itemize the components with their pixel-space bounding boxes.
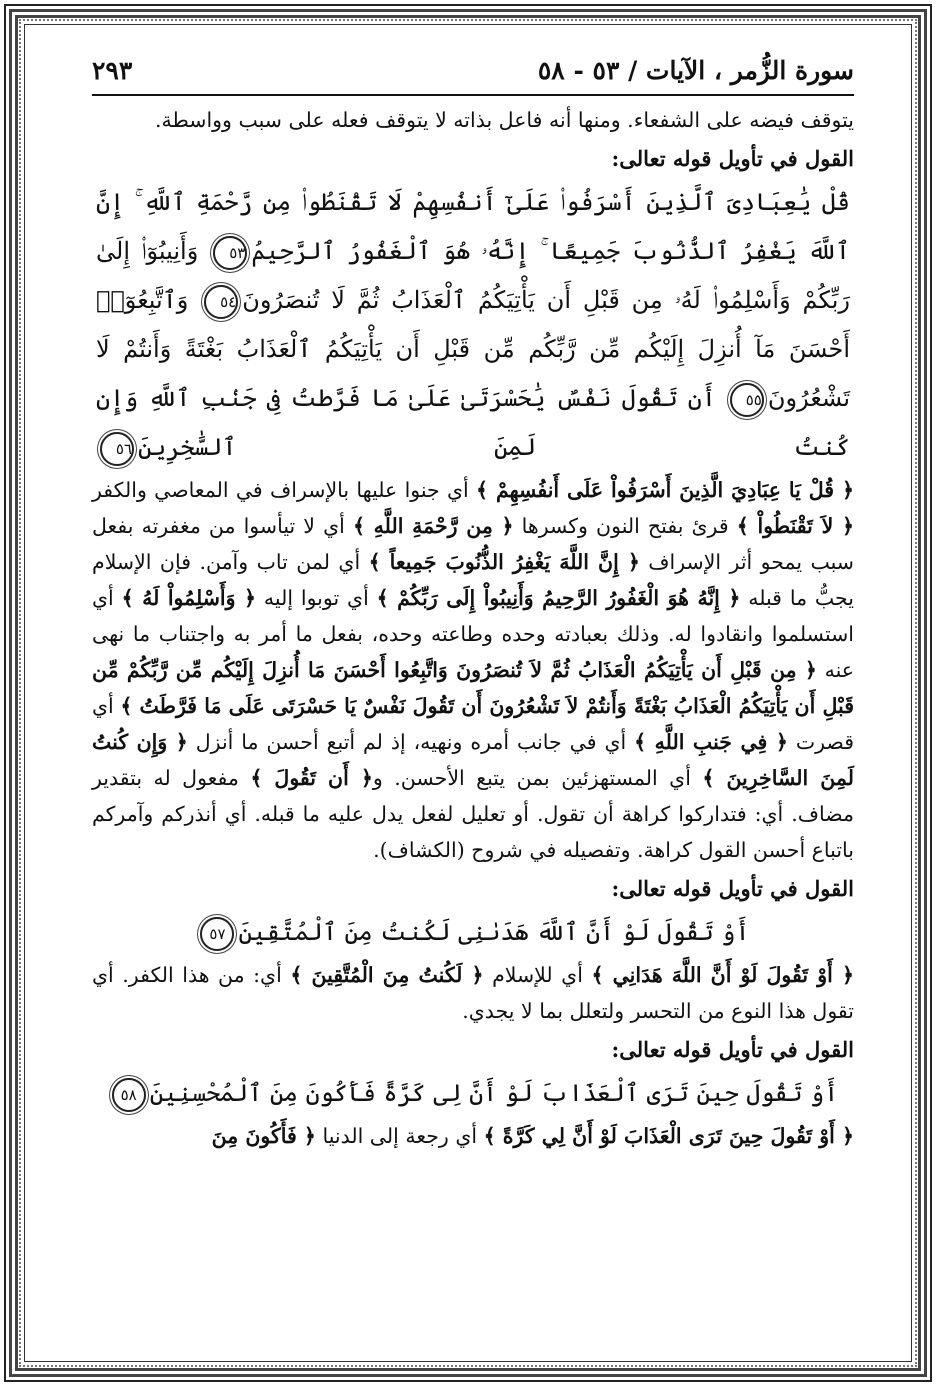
gloss: أي قصرت [92, 694, 855, 754]
gloss: أي المستهزئين بمن يتبع الأحسن. و [372, 766, 703, 790]
gloss: أي توبوا إليه [256, 586, 377, 610]
verse-55: وَٱتَّبِعُوٓا۟ أَحْسَنَ مَآ أُنزِلَ إِلَيْكُم مِّن رَّبِّكُم مِّن قَبْلِ أَن يَأْتِيَكُمُ ٱلْعَذَابُ بَغْتَةً وَأَنتُمْ لَا تَشْعُرُونَ [96, 286, 850, 412]
quote: ﴿ مِن قَبْلِ أَن يَأْتِيَكُمُ الْعَذَابُ ثُمَّ لاَ تُنصَرُونَ وَاتَّبِعُوا أَحْسَنَ مَا أُنزِلَ إِلَيْكُم مِّن رَّبِّكُمْ مِّن قَبْلِ أَن يَأْتِيَكُمُ الْعَذَابُ بَغْتَةً وَأَنتُمْ لاَ تَشْعُرُونَ أَن تَقُولَ نَفْسٌ يَا حَسْرَتَى عَلَى مَا فَرَّطَتُ ﴾ [92, 658, 854, 718]
quran-verse-57 [92, 908, 854, 957]
gloss: أي للإسلام [483, 963, 592, 987]
quote: ﴿ إِنَّهُ هُوَ الْغَفُورُ الرَّحِيمُ وَأَنِيبُواْ إِلَى رَبِّكُمْ ﴾ [376, 586, 741, 610]
verse-58: أَوْ تَقُولَ حِينَ تَرَى ٱلْعَذَابَ لَوْ أَنَّ لِى كَرَّةً فَأَكُونَ مِنَ ٱلْمُحْسِنِينَ [149, 1079, 839, 1107]
commentary-57 [92, 957, 854, 1029]
header-title: سورة الزُّمر ، الآيات / ٥٣ - ٥٨ [537, 56, 854, 85]
gloss: مفعول له بتقدير مضاف. أي: فتداركوا كراهة أن تقول. أو تعليل لفعل يدل عليه ما قبله. أي أنذركم وآمركم باتباع أحسن القول كراهة. وتفصيله في شروح (الكشاف). [92, 766, 854, 862]
section-heading-1: القول في تأويل قوله تعالى: [611, 146, 854, 171]
verse-53: قُلْ يَٰعِبَادِىَ ٱلَّذِينَ أَسْرَفُوا۟ عَلَىٰٓ أَنفُسِهِمْ لَا تَقْنَطُوا۟ مِن رَّحْمَةِ ٱللَّهِ ۚ إِنَّ ٱللَّهَ يَغْفِرُ ٱلذُّنُوبَ جَمِيعًا ۚ إِنَّهُۥ هُوَ ٱلْغَفُورُ ٱلرَّحِيمُ [96, 188, 850, 265]
gloss: أي استسلموا وانقادوا له. وذلك بعبادته وحده وطاعته وحده، بفعل ما أمر به واجتناب ما نهى عنه [92, 586, 854, 682]
quran-verse-58 [92, 1069, 854, 1118]
quote: ﴿ أَوْ تَقُولَ لَوْ أَنَّ اللَّهَ هَدَانِي ﴾ [591, 963, 854, 987]
verse-57: أَوْ تَقُولَ لَوْ أَنَّ ٱللَّهَ هَدَىٰنِى لَكُنتُ مِنَ ٱلْمُتَّقِينَ [238, 918, 750, 946]
ayah-marker-55: ٥٥ [730, 383, 764, 417]
quote: ﴿ أَوْ تَقُولَ حِينَ تَرَى الْعَذَابَ لَوْ أَنَّ لِي كَرَّةً ﴾ [483, 1124, 854, 1148]
ayah-marker-56: ٥٦ [100, 432, 134, 466]
page-number: ٢٩٣ [92, 56, 133, 85]
gloss: أي لمن تاب وآمن. فإن الإسلام يجبُّ ما قبله [92, 550, 854, 610]
quote: ﴿ لاَ تَقْنَطُواْ ﴾ [736, 514, 854, 538]
running-header [92, 50, 854, 96]
gloss: أي رجعة إلى الدنيا [315, 1124, 484, 1148]
ayah-marker-53: ٥٣ [213, 236, 247, 270]
quote: ﴿ وَإِن كُنتُ لَمِنَ السَّاخِرِينَ ﴾ [92, 730, 854, 790]
quote: ﴿ وَأَسْلِمُواْ لَهُ ﴾ [121, 586, 257, 610]
section-heading-3: القول في تأويل قوله تعالى: [611, 1037, 854, 1062]
verse-56: أَن تَقُولَ نَفْسٌ يَٰحَسْرَتَىٰ عَلَىٰ مَا فَرَّطتُ فِى جَنۢبِ ٱللَّهِ وَإِن كُنتُ لَمِنَ ٱلسَّٰخِرِينَ [96, 384, 850, 461]
gloss: قرئ بفتح النون وكسرها [513, 514, 737, 538]
quote: ﴿ قُلْ يَا عِبَادِيَ الَّذِينَ أَسْرَفُواْ عَلَى أَنفُسِهِمْ ﴾ [476, 478, 854, 502]
commentary-53-56 [92, 472, 854, 868]
ayah-marker-58: ٥٨ [112, 1078, 146, 1112]
gloss: أي لا تيأسوا من مغفرته بفعل سبب يمحو أثر الإسراف [92, 514, 854, 574]
verse-54: وَأَنِيبُوٓا۟ إِلَىٰ رَبِّكُمْ وَأَسْلِمُوا۟ لَهُۥ مِن قَبْلِ أَن يَأْتِيَكُمُ ٱلْعَذَابُ ثُمَّ لَا تُنصَرُونَ [96, 237, 850, 314]
quote: ﴿ فَأَكُونَ مِنَ [211, 1124, 316, 1148]
quote: ﴿ فِي جَنبِ اللَّهِ ﴾ [634, 730, 788, 754]
gloss: أي جنوا عليها بالإسراف في المعاصي والكفر [92, 478, 477, 502]
gloss: أي في جانب أمره ونهيه، إذ لم أتبع أحسن ما أنزل [187, 730, 635, 754]
commentary-58 [92, 1118, 854, 1154]
page-body [92, 50, 854, 1335]
ayah-marker-57: ٥٧ [200, 917, 234, 951]
quote: ﴿ أَن تَقُولَ ﴾ [250, 766, 373, 790]
quote: ﴿ مِن رَّحْمَةِ اللَّهِ ﴾ [352, 514, 514, 538]
quote: ﴿ لَكُنتُ مِنَ الْمُتَّقِينَ ﴾ [290, 963, 484, 987]
quran-verses-53-56 [92, 178, 854, 472]
paragraph-intro: يتوقف فيضه على الشفعاء. ومنها أنه فاعل بذاته لا يتوقف فعله على سبب وواسطة. [154, 108, 854, 132]
section-heading-2: القول في تأويل قوله تعالى: [611, 876, 854, 901]
quote: ﴿ إِنَّ اللَّهَ يَغْفِرُ الذُّنُوبَ جَمِيعاً ﴾ [368, 550, 640, 574]
ayah-marker-54: ٥٤ [204, 285, 238, 319]
gloss: أي: من هذا الكفر. أي تقول هذا النوع من التحسر ولتعلل بما لا يجدي. [92, 963, 854, 1023]
